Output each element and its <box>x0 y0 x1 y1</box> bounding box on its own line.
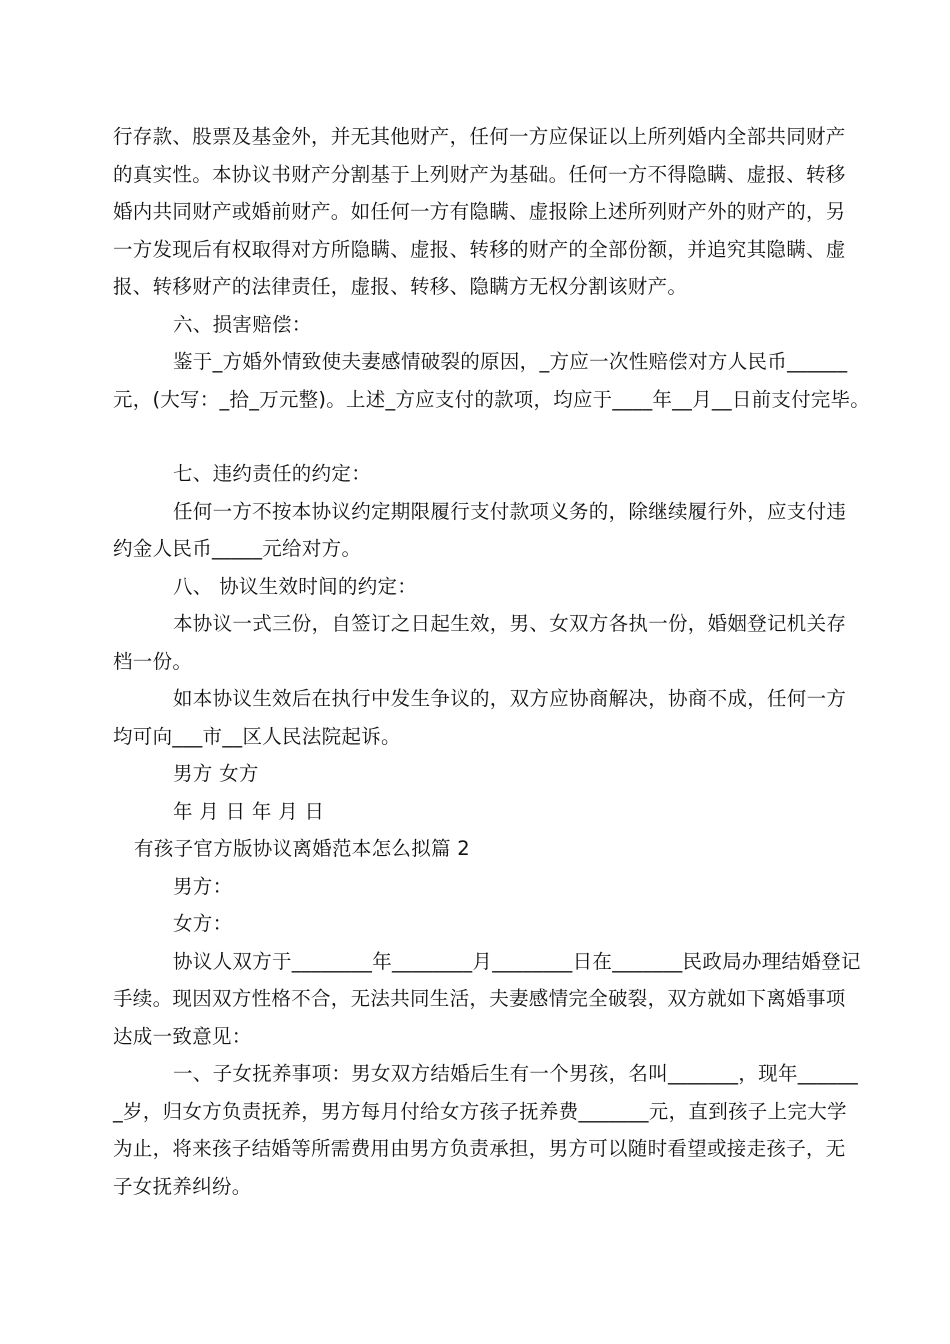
paragraph-line: 如本协议生效后在执行中发生争议的，双方应协商解决，协商不成，任何一方 <box>173 687 847 710</box>
paragraph-line: 本协议一式三份，自签订之日起生效，男、女双方各执一份，婚姻登记机关存 <box>173 612 847 635</box>
paragraph-line: 手续。现因双方性格不合，无法共同生活，夫妻感情完全破裂，双方就如下离婚事项 <box>113 987 846 1010</box>
paragraph-line: 鉴于_方婚外情致使夫妻感情破裂的原因，_方应一次性赔偿对方人民币______ <box>173 350 848 373</box>
paragraph-line: 子女抚养纠纷。 <box>113 1175 252 1198</box>
section-heading: 八、 协议生效时间的约定： <box>173 575 418 598</box>
paragraph-line: 为止，将来孩子结婚等所需费用由男方负责承担，男方可以随时看望或接走孩子，无 <box>113 1137 846 1160</box>
paragraph-line: 达成一致意见： <box>113 1025 252 1048</box>
section-heading: 七、违约责任的约定： <box>173 462 372 485</box>
paragraph-line: _岁，归女方负责抚养，男方每月付给女方孩子抚养费_______元，直到孩子上完大学 <box>113 1100 847 1123</box>
paragraph-line: 任何一方不按本协议约定期限履行支付款项义务的，除继续履行外，应支付违 <box>173 500 847 523</box>
section-heading: 六、损害赔偿： <box>173 313 312 336</box>
party-male-label: 男方： <box>173 875 233 898</box>
signature-dates: 年 月 日 年 月 日 <box>173 800 325 823</box>
paragraph-line: 婚内共同财产或婚前财产。如任何一方有隐瞒、虚报除上述所列财产外的财产的，另 <box>113 200 846 223</box>
party-female-label: 女方： <box>173 912 233 935</box>
paragraph-line: 协议人双方于________年________月________日在_______民政局办理结婚登记 <box>173 950 861 973</box>
paragraph-line: 行存款、股票及基金外，并无其他财产，任何一方应保证以上所列婚内全部共同财产 <box>113 125 846 148</box>
paragraph-line: 档一份。 <box>113 650 193 673</box>
paragraph-line: 的真实性。本协议书财产分割基于上列财产为基础。任何一方不得隐瞒、虚报、转移 <box>113 163 846 186</box>
paragraph-line: 元，(大写：_拾_万元整)。上述_方应支付的款项，均应于____年__月__日前支付完毕。 <box>113 388 871 411</box>
paragraph-line: 报、转移财产的法律责任，虚报、转移、隐瞒方无权分割该财产。 <box>113 275 688 298</box>
paragraph-line: 均可向___市__区人民法院起诉。 <box>113 725 401 748</box>
paragraph-line: 一、子女抚养事项：男女双方结婚后生有一个男孩，名叫_______，现年______ <box>173 1062 859 1085</box>
signature-parties: 男方 女方 <box>173 762 259 785</box>
article-title: 有孩子官方版协议离婚范本怎么拟篇 2 <box>134 837 471 860</box>
paragraph-line: 一方发现后有权取得对方所隐瞒、虚报、转移的财产的全部份额，并追究其隐瞒、虚 <box>113 238 846 261</box>
paragraph-line: 约金人民币_____元给对方。 <box>113 537 362 560</box>
